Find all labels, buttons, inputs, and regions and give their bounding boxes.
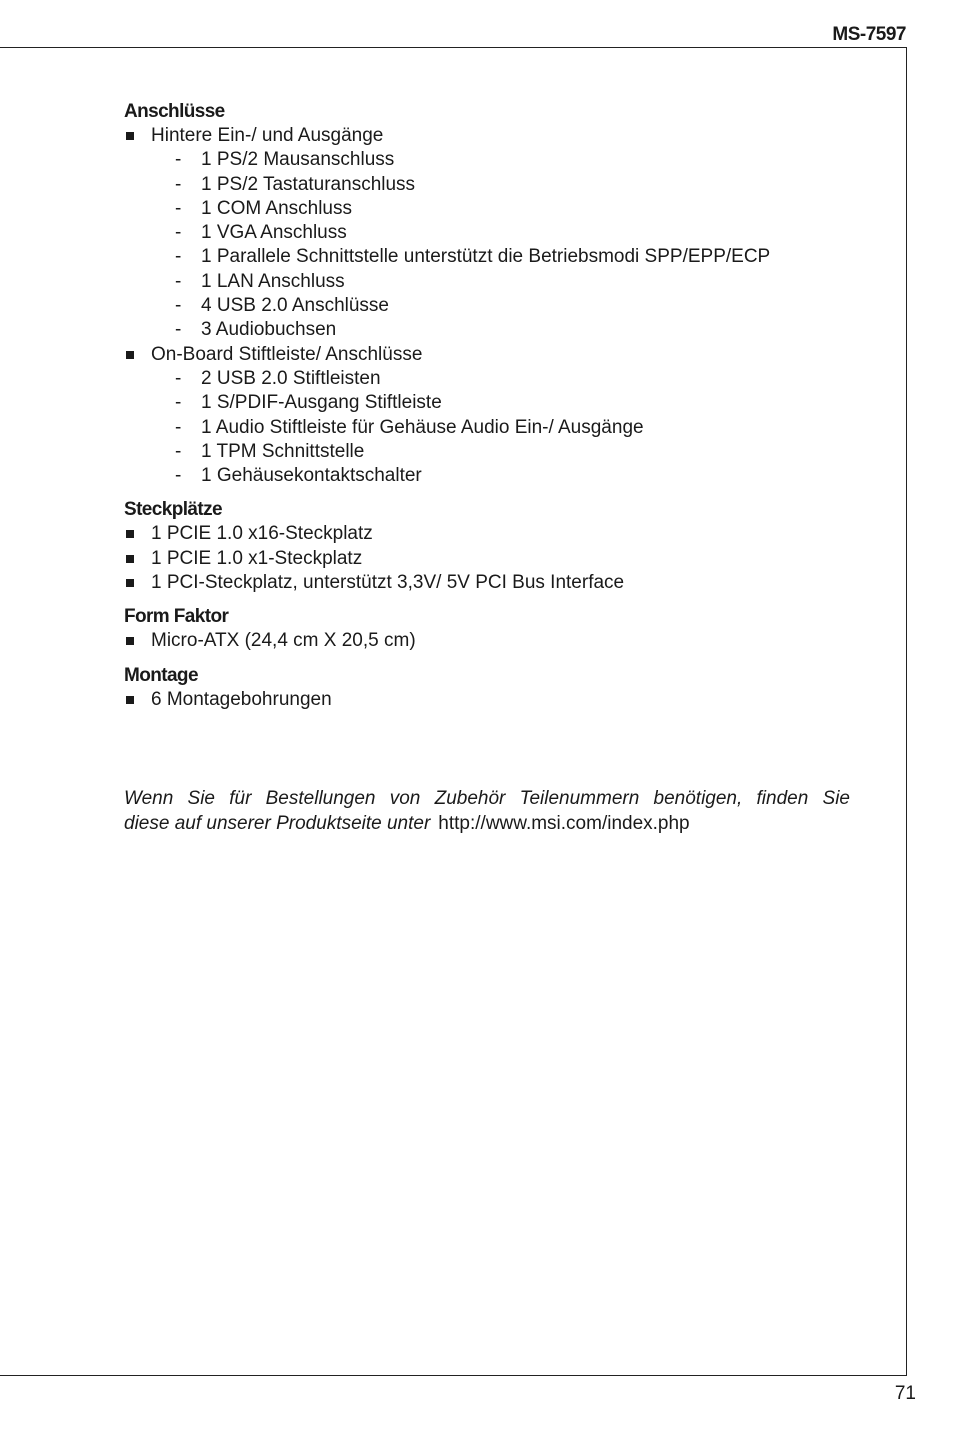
sub-item: - 1 PS/2 Mausanschluss xyxy=(151,148,850,172)
section-title: Form Faktor xyxy=(124,606,229,628)
bottom-rule xyxy=(0,1375,907,1376)
sub-list xyxy=(151,148,850,342)
list-item: 1 PCIE 1.0 x16-Steckplatz xyxy=(124,522,850,546)
sub-item: - 1 TPM Schnittstelle xyxy=(151,440,850,464)
sub-item: - 3 Audiobuchsen xyxy=(151,318,850,342)
sub-item: - 1 Parallele Schnittstelle unterstützt die Betriebsmodi SPP/EPP/ECP xyxy=(151,245,850,269)
item-label: On-Board Stiftleiste/ Anschlüsse xyxy=(151,343,423,365)
spec-content xyxy=(124,100,850,722)
section-title: Steckplätze xyxy=(124,499,222,521)
order-note xyxy=(124,786,850,836)
bullet-list xyxy=(124,688,850,712)
sub-item: - 1 S/PDIF-Ausgang Stiftleiste xyxy=(151,391,850,415)
bullet-list xyxy=(124,522,850,595)
sub-item: - 1 LAN Anschluss xyxy=(151,270,850,294)
list-item: 6 Montagebohrungen xyxy=(124,688,850,712)
note-line-2 xyxy=(124,811,850,836)
bullet-list xyxy=(124,629,850,653)
page-number: 71 xyxy=(894,1383,916,1404)
sub-item: - 1 Audio Stiftleiste für Gehäuse Audio Ein-/ Ausgänge xyxy=(151,416,850,440)
list-item: 1 PCI-Steckplatz, unterstützt 3,3V/ 5V PCI Bus Interface xyxy=(124,571,850,595)
sub-item: - 1 COM Anschluss xyxy=(151,197,850,221)
section-form-faktor xyxy=(124,605,850,653)
section-montage xyxy=(124,664,850,712)
sub-item: - 1 VGA Anschluss xyxy=(151,221,850,245)
top-rule xyxy=(0,47,907,48)
bullet-list xyxy=(124,124,850,488)
sub-list xyxy=(151,367,850,488)
list-item xyxy=(124,343,850,489)
product-url-link[interactable]: http://www.msi.com/index.php xyxy=(438,813,690,834)
right-rule xyxy=(906,47,907,1376)
sub-item: - 4 USB 2.0 Anschlüsse xyxy=(151,294,850,318)
model-label: MS-7597 xyxy=(832,24,906,45)
sub-item: - 1 Gehäusekontaktschalter xyxy=(151,464,850,488)
item-label: Hintere Ein-/ und Ausgänge xyxy=(151,125,384,146)
sub-item: - 2 USB 2.0 Stiftleisten xyxy=(151,367,850,391)
list-item: Micro-ATX (24,4 cm X 20,5 cm) xyxy=(124,629,850,653)
note-text: diese auf unserer Produktseite unter xyxy=(124,813,431,834)
section-title: Montage xyxy=(124,664,198,686)
note-line-1: Wenn Sie für Bestellungen von Zubehör Teilenummern benötigen, finden Sie xyxy=(124,788,850,809)
list-item xyxy=(124,124,850,343)
section-anschluesse xyxy=(124,100,850,488)
sub-item: - 1 PS/2 Tastaturanschluss xyxy=(151,173,850,197)
section-title: Anschlüsse xyxy=(124,101,225,122)
section-steckplaetze xyxy=(124,498,850,595)
list-item: 1 PCIE 1.0 x1-Steckplatz xyxy=(124,547,850,571)
